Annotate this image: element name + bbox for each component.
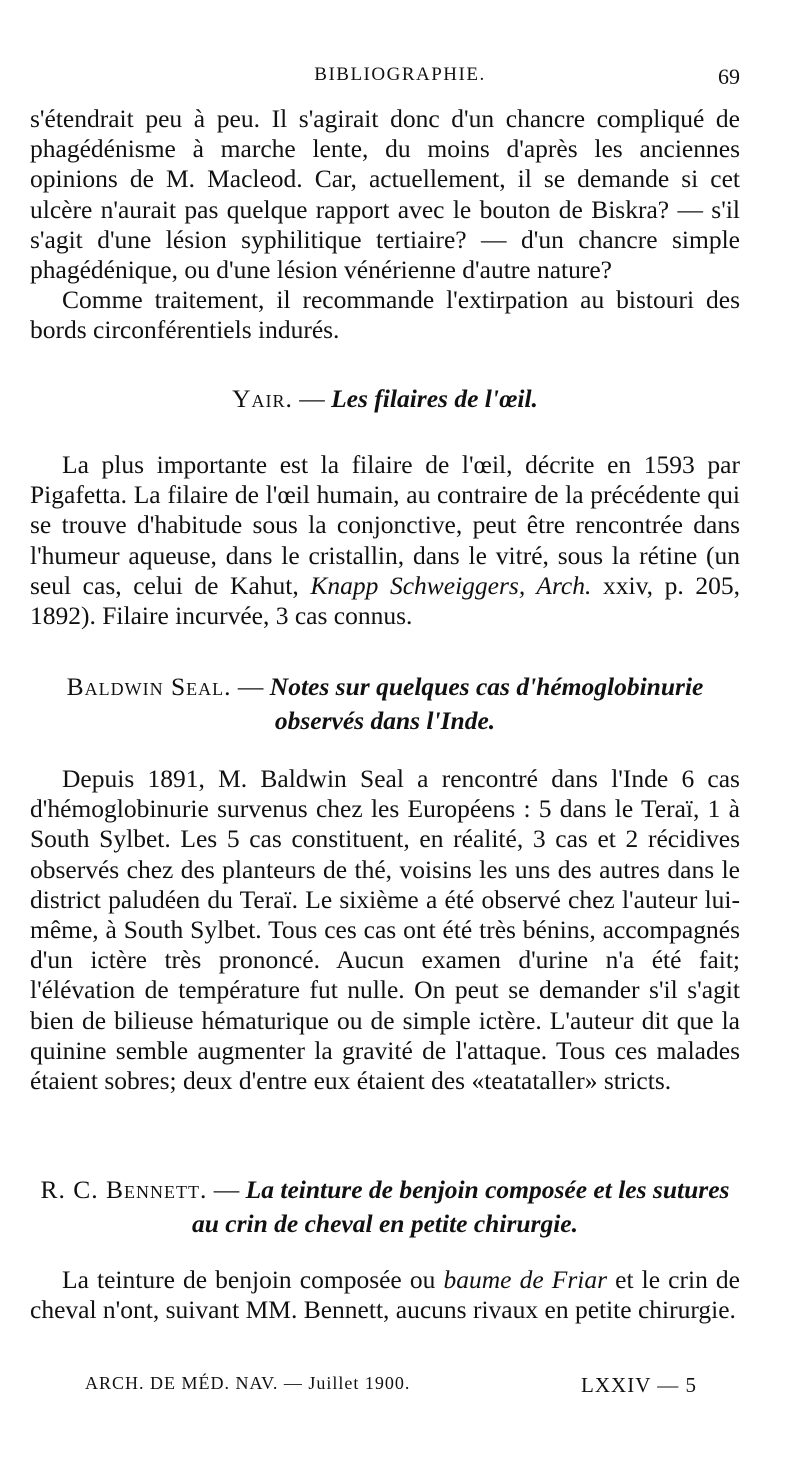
page-header (60, 64, 740, 94)
article-author: Baldwin Seal. (66, 672, 232, 701)
body-text-italic: baume de Friar (443, 1265, 608, 1294)
body-text-after: xxiv, p. 205, 1892). Filaire incurvée, 3 cas connus. (30, 570, 740, 631)
article-author: Yair. (232, 384, 293, 413)
article-body-yair (30, 450, 740, 631)
article-title: Notes sur quelques cas d'hémoglobinurie observés dans l'Inde. (269, 672, 704, 735)
body-text-before: La teinture de benjoin composée ou (62, 1265, 444, 1294)
heading-dash: — (231, 672, 270, 701)
article-author: R. C. Bennett. (40, 1175, 208, 1204)
journal-reference: ARCH. DE MÉD. NAV. — Juillet 1900. (85, 1373, 411, 1393)
body-text-after: et le crin de cheval n'ont, suivant MM. Bennett, aucuns rivaux en petite chirurgie. (30, 1265, 741, 1325)
running-title: BIBLIOGRAPHIE. (314, 64, 486, 85)
page-footer (85, 1373, 697, 1403)
body-text-before: La plus importante est la filaire de l'œil, décrite en 1593 par Pigafetta. La filaire de l'œil humain, au contraire de la précédente qui se trouve d'habitude sous la conjonctive, peut être rencontrée dans l'humeur aqueuse, dans le cristallin, dans le vitré, sous la rétine (un seul cas, celui de Kahut, (30, 450, 740, 600)
article-paragraph: Depuis 1891, M. Baldwin Seal a rencontré dans l'Inde 6 cas d'hémoglobinurie survenus chez les Européens : 5 dans le Teraï, 1 à South Sylbet. Les 5 cas constituent, en réalité, 3 cas et 2 récidives observés chez des planteurs de thé, voisins les uns des autres dans le district paludéen du Teraï. Le sixième a été observé chez l'auteur lui-même, à South Sylbet. Tous ces cas ont été très bénins, accompagnés d'un ictère très prononcé. Aucun examen d'urine n'a été fait; l'élévation de température fut nulle. On peut se demander s'il s'agit bien de bilieuse hématurique ou de simple ictère. L'auteur dit que la quinine semble augmenter la gravité de l'attaque. Tous ces malades étaient sobres; deux d'entre eux étaient des «teatataller» stricts. (30, 764, 740, 1096)
article-body-bennett (30, 1265, 740, 1325)
article-title: Les filaires de l'œil. (331, 384, 538, 413)
article-paragraph (30, 450, 740, 631)
intro-paragraph-2: Comme traitement, il recommande l'extirpation au bistouri des bords circonférentiels indurés. (30, 285, 740, 345)
article-heading-baldwin-seal (30, 670, 740, 738)
reference-italic: Knapp Schweiggers, Arch. (310, 570, 592, 600)
page-number: 69 (718, 64, 740, 89)
article-title: La teinture de benjoin composée et les sutures au crin de cheval en petite chirurgie. (191, 1175, 730, 1238)
heading-dash: — (207, 1175, 246, 1204)
heading-dash: — (292, 384, 332, 413)
article-paragraph (30, 1265, 740, 1325)
intro-section (30, 104, 740, 346)
article-heading-yair (30, 382, 740, 416)
article-body-baldwin-seal (30, 764, 740, 1096)
signature-mark: LXXIV — 5 (581, 1373, 697, 1397)
article-heading-bennett (30, 1173, 740, 1241)
intro-paragraph-1: s'étendrait peu à peu. Il s'agirait donc d'un chancre compliqué de phagédénisme à marche lente, du moins d'après les anciennes opinions de M. Macleod. Car, actuellement, il se demande si cet ulcère n'aurait pas quelque rapport avec le bouton de Biskra? — s'il s'agit d'une lésion syphilitique tertiaire? — d'un chancre simple phagédénique, ou d'une lésion vénérienne d'autre nature? (30, 104, 740, 285)
